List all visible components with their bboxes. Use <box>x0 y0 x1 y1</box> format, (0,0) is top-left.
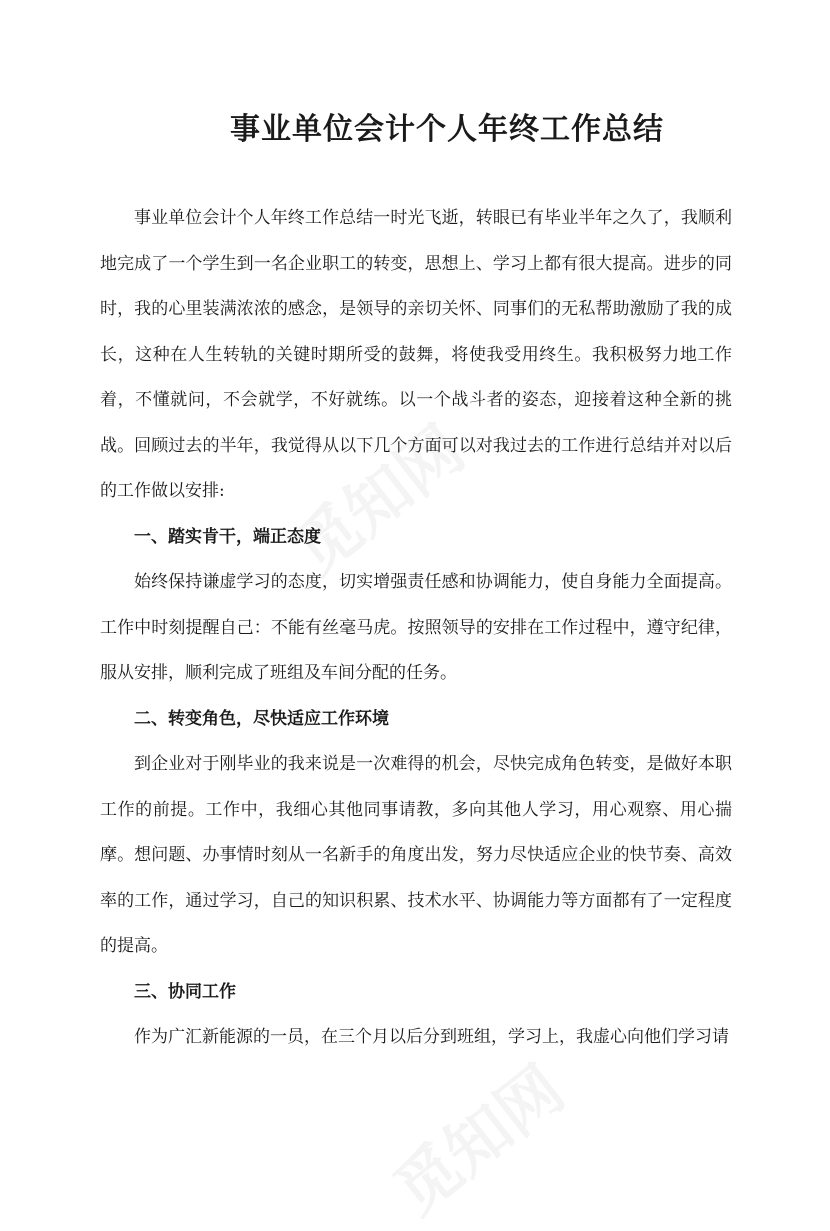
section-heading: 三、协同工作 <box>134 981 236 1002</box>
section-paragraph: 到企业对于刚毕业的我来说是一次难得的机会，尽快完成角色转变，是做好本职工作的前提。工作中，我细心其他同事请教，多向其他人学习，用心观察、用心揣摩。想问题、办事情时刻从一名新手的角度出发，努力尽快适应企业的快节奏、高效率的工作，通过学习，自己的知识积累、技术水平、协调能力等方面都有了一定程度的提高。 <box>100 754 732 956</box>
watermark <box>372 1041 580 1231</box>
section-paragraph: 作为广汇新能源的一员，在三个月以后分到班组，学习上，我虚心向他们学习请 <box>134 1027 729 1047</box>
section-paragraph: 始终保持谦虚学习的态度，切实增强责任感和协调能力，使自身能力全面提高。工作中时刻提醒自己：不能有丝毫马虎。按照领导的安排在工作过程中，遵守纪律，服从安排，顺利完成了班组及车间分配的任务。 <box>100 572 732 683</box>
document-title: 事业单位会计个人年终工作总结 <box>230 112 664 147</box>
intro-paragraph: 事业单位会计个人年终工作总结一时光飞逝，转眼已有毕业半年之久了，我顺利地完成了一个学生到一名企业职工的转变，思想上、学习上都有很大提高。进步的同时，我的心里装满浓浓的感念，是领导的亲切关怀、同事们的无私帮助激励了我的成长，这种在人生转轨的关键时期所受的鼓舞，将使我受用终生。我积极努力地工作着，不懂就问，不会就学，不好就练。以一个战斗者的姿态，迎接着这种全新的挑战。回顾过去的半年，我觉得从以下几个方面可以对我过去的工作进行总结并对以后的工作做以安排: <box>100 208 732 501</box>
section-heading: 二、转变角色，尽快适应工作环境 <box>134 708 389 729</box>
document-body <box>100 196 732 1061</box>
section-heading: 一、踏实肯干，端正态度 <box>134 526 321 547</box>
